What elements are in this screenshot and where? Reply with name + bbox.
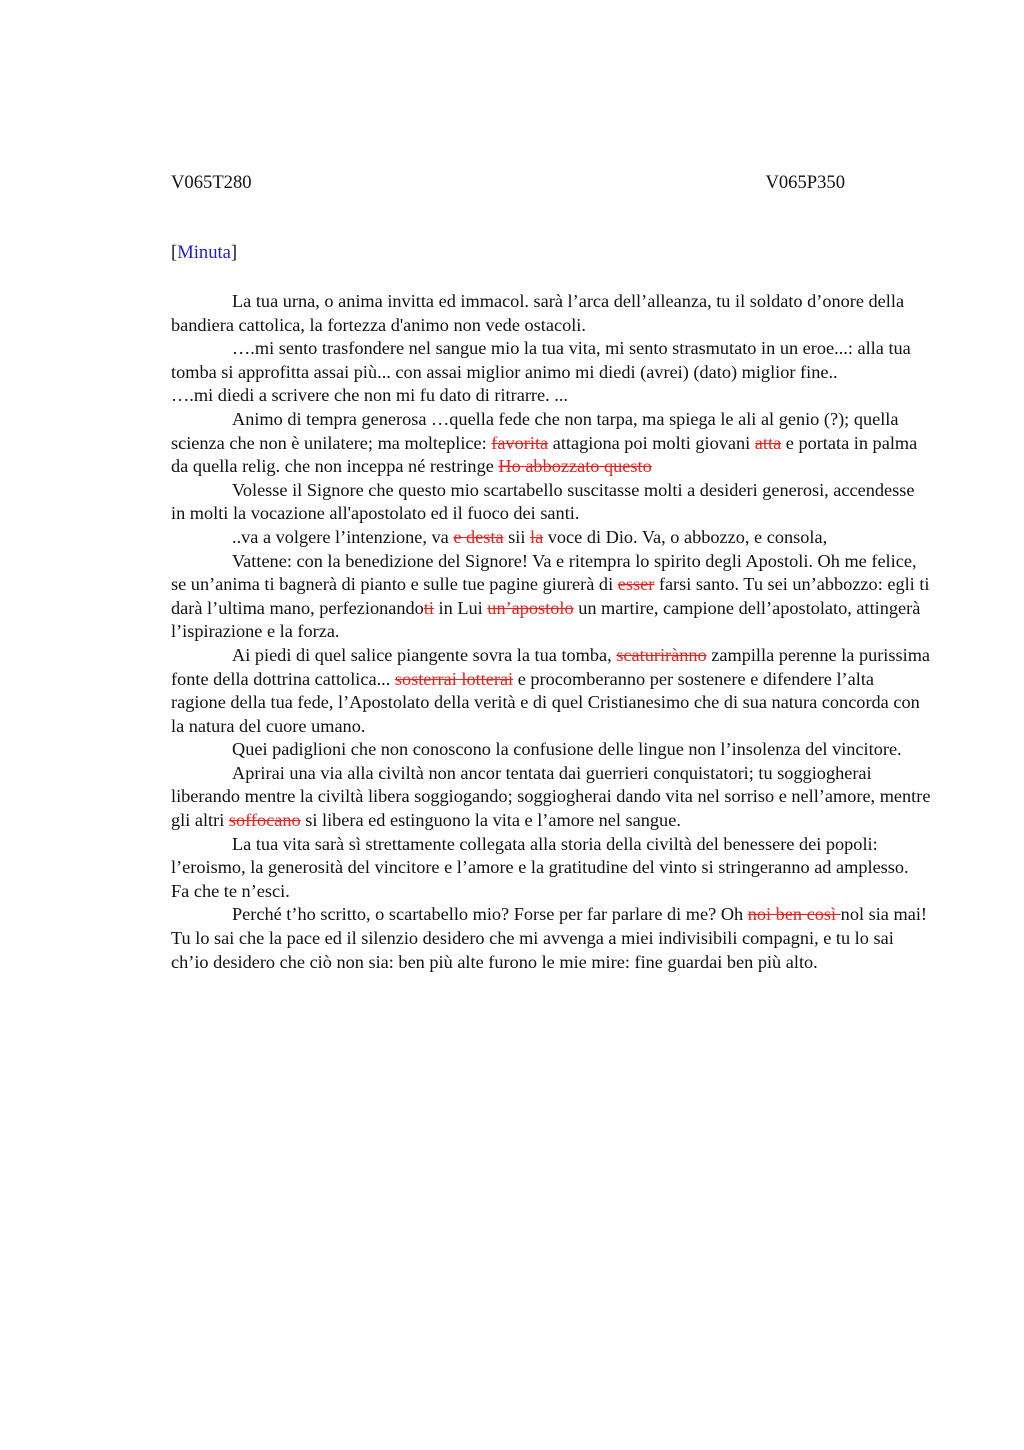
text-segment: attagiona poi molti giovani [548, 432, 755, 453]
struck-text: Ho abbozzato questo [498, 456, 652, 477]
paragraph [171, 833, 931, 904]
struck-text: ti [423, 597, 434, 618]
paragraph [171, 337, 931, 384]
paragraph [171, 384, 931, 408]
left-code: V065T280 [171, 172, 252, 193]
struck-text: un’apostolo [487, 597, 574, 618]
text-segment: zampilla perenne la purissima fonte della dottrina cattolica... [171, 644, 931, 689]
paragraph [171, 408, 931, 479]
paragraph [171, 479, 931, 526]
text-segment: si libera ed estinguono la vita e l’amore nel sangue. [300, 810, 681, 831]
paragraph [171, 644, 931, 738]
section-heading [171, 242, 237, 264]
text-segment: ….mi sento trasfondere nel sangue mio la tua vita, mi sento strasmutato in un eroe...: alla tua tomba si approfitta assai più... con assai miglior animo mi diedi (avrei) (dato) miglior fine.. [171, 338, 911, 382]
struck-text: la [529, 526, 544, 547]
heading-close-bracket: ] [230, 242, 238, 263]
text-segment: in Lui [433, 597, 488, 618]
text-segment: Vattene: con la benedizione del Signore! Va e ritempra lo spirito degli Apostoli. Oh me felice, se un’anima ti bagnerà di pianto e sulle tue pagine giurerà di [171, 550, 917, 595]
struck-text: soffocano [228, 810, 301, 831]
text-segment: La tua vita sarà sì strettamente collegata alla storia della civiltà del benessere dei popoli: l’eroismo, la generosità del vincitore e l’amore e la gratitudine del vinto si stringeranno ad amplesso. Fa che te n’esci. [171, 833, 909, 901]
text-segment: Aprirai una via alla civiltà non ancor tentata dai guerrieri conquistatori; tu soggiogherai liberando mentre la civiltà libera soggiogando; soggiogherai dando vita nel sorriso e nell’amore, mentre gli altri [171, 762, 931, 831]
struck-text: esser [617, 574, 655, 595]
heading-open-bracket: [ [171, 242, 178, 263]
text-segment: voce di Dio. Va, o abbozzo, e consola, [543, 526, 828, 547]
document-body [171, 290, 931, 974]
struck-text: noi ben così [747, 904, 841, 925]
right-code: V065P350 [765, 172, 845, 193]
paragraph [171, 738, 931, 762]
text-segment: Volesse il Signore che questo mio scartabello suscitasse molti a desideri generosi, accendesse in molti la vocazione all'apostolato ed il fuoco dei santi. [171, 479, 915, 524]
text-segment: Animo di tempra generosa …quella fede che non tarpa, ma spiega le ali al genio (?); quella scienza che non è unilatere; ma molteplice: [171, 408, 899, 453]
paragraph [171, 550, 931, 644]
text-segment: Perché t’ho scritto, o scartabello mio? Forse per far parlare di me? Oh [232, 904, 748, 925]
struck-text: e desta [453, 526, 504, 547]
text-segment: La tua urna, o anima invitta ed immacol. sarà l’arca dell’alleanza, tu il soldato d’onore della bandiera cattolica, la fortezza d'animo non vede ostacoli. [171, 291, 905, 335]
struck-text: sosterrai lotterai [394, 668, 514, 689]
text-segment: ..va a volgere l’intenzione, va [232, 526, 454, 547]
text-segment: sii [503, 526, 530, 547]
text-segment: Ai piedi di quel salice piangente sovra la tua tomba, [232, 644, 617, 665]
paragraph [171, 290, 931, 337]
heading-label: Minuta [177, 242, 231, 263]
paragraph [171, 762, 931, 833]
struck-text: scaturirànno [616, 644, 707, 665]
text-segment: ….mi diedi a scrivere che non mi fu dato di ritrarre. ... [171, 385, 568, 406]
text-segment: e portata in palma da quella relig. che non inceppa né restringe [171, 432, 918, 477]
text-segment: nol sia mai! Tu lo sai che la pace ed il silenzio desidero che mi avvenga a miei indivisibili compagni, e tu lo sai ch’io desidero che ciò non sia: ben più alte furono le mie mire: fine guardai ben più alto. [171, 904, 927, 972]
struck-text: favorita [491, 432, 549, 453]
text-segment: e procomberanno per sostenere e difendere l’alta ragione della tua fede, l’Apostolato della verità e di quel Cristianesimo che di sua natura concorda con la natura del cuore umano. [171, 668, 920, 736]
paragraph [171, 903, 931, 974]
struck-text: atta [754, 432, 782, 453]
text-segment: farsi santo. Tu sei un’abbozzo: egli ti darà l’ultima mano, perfezionando [171, 574, 930, 618]
text-segment: un martire, campione dell’apostolato, attingerà l’ispirazione e la forza. [171, 597, 921, 642]
text-segment: Quei padiglioni che non conoscono la confusione delle lingue non l’insolenza del vincitore. [232, 739, 902, 760]
paragraph [171, 526, 931, 550]
